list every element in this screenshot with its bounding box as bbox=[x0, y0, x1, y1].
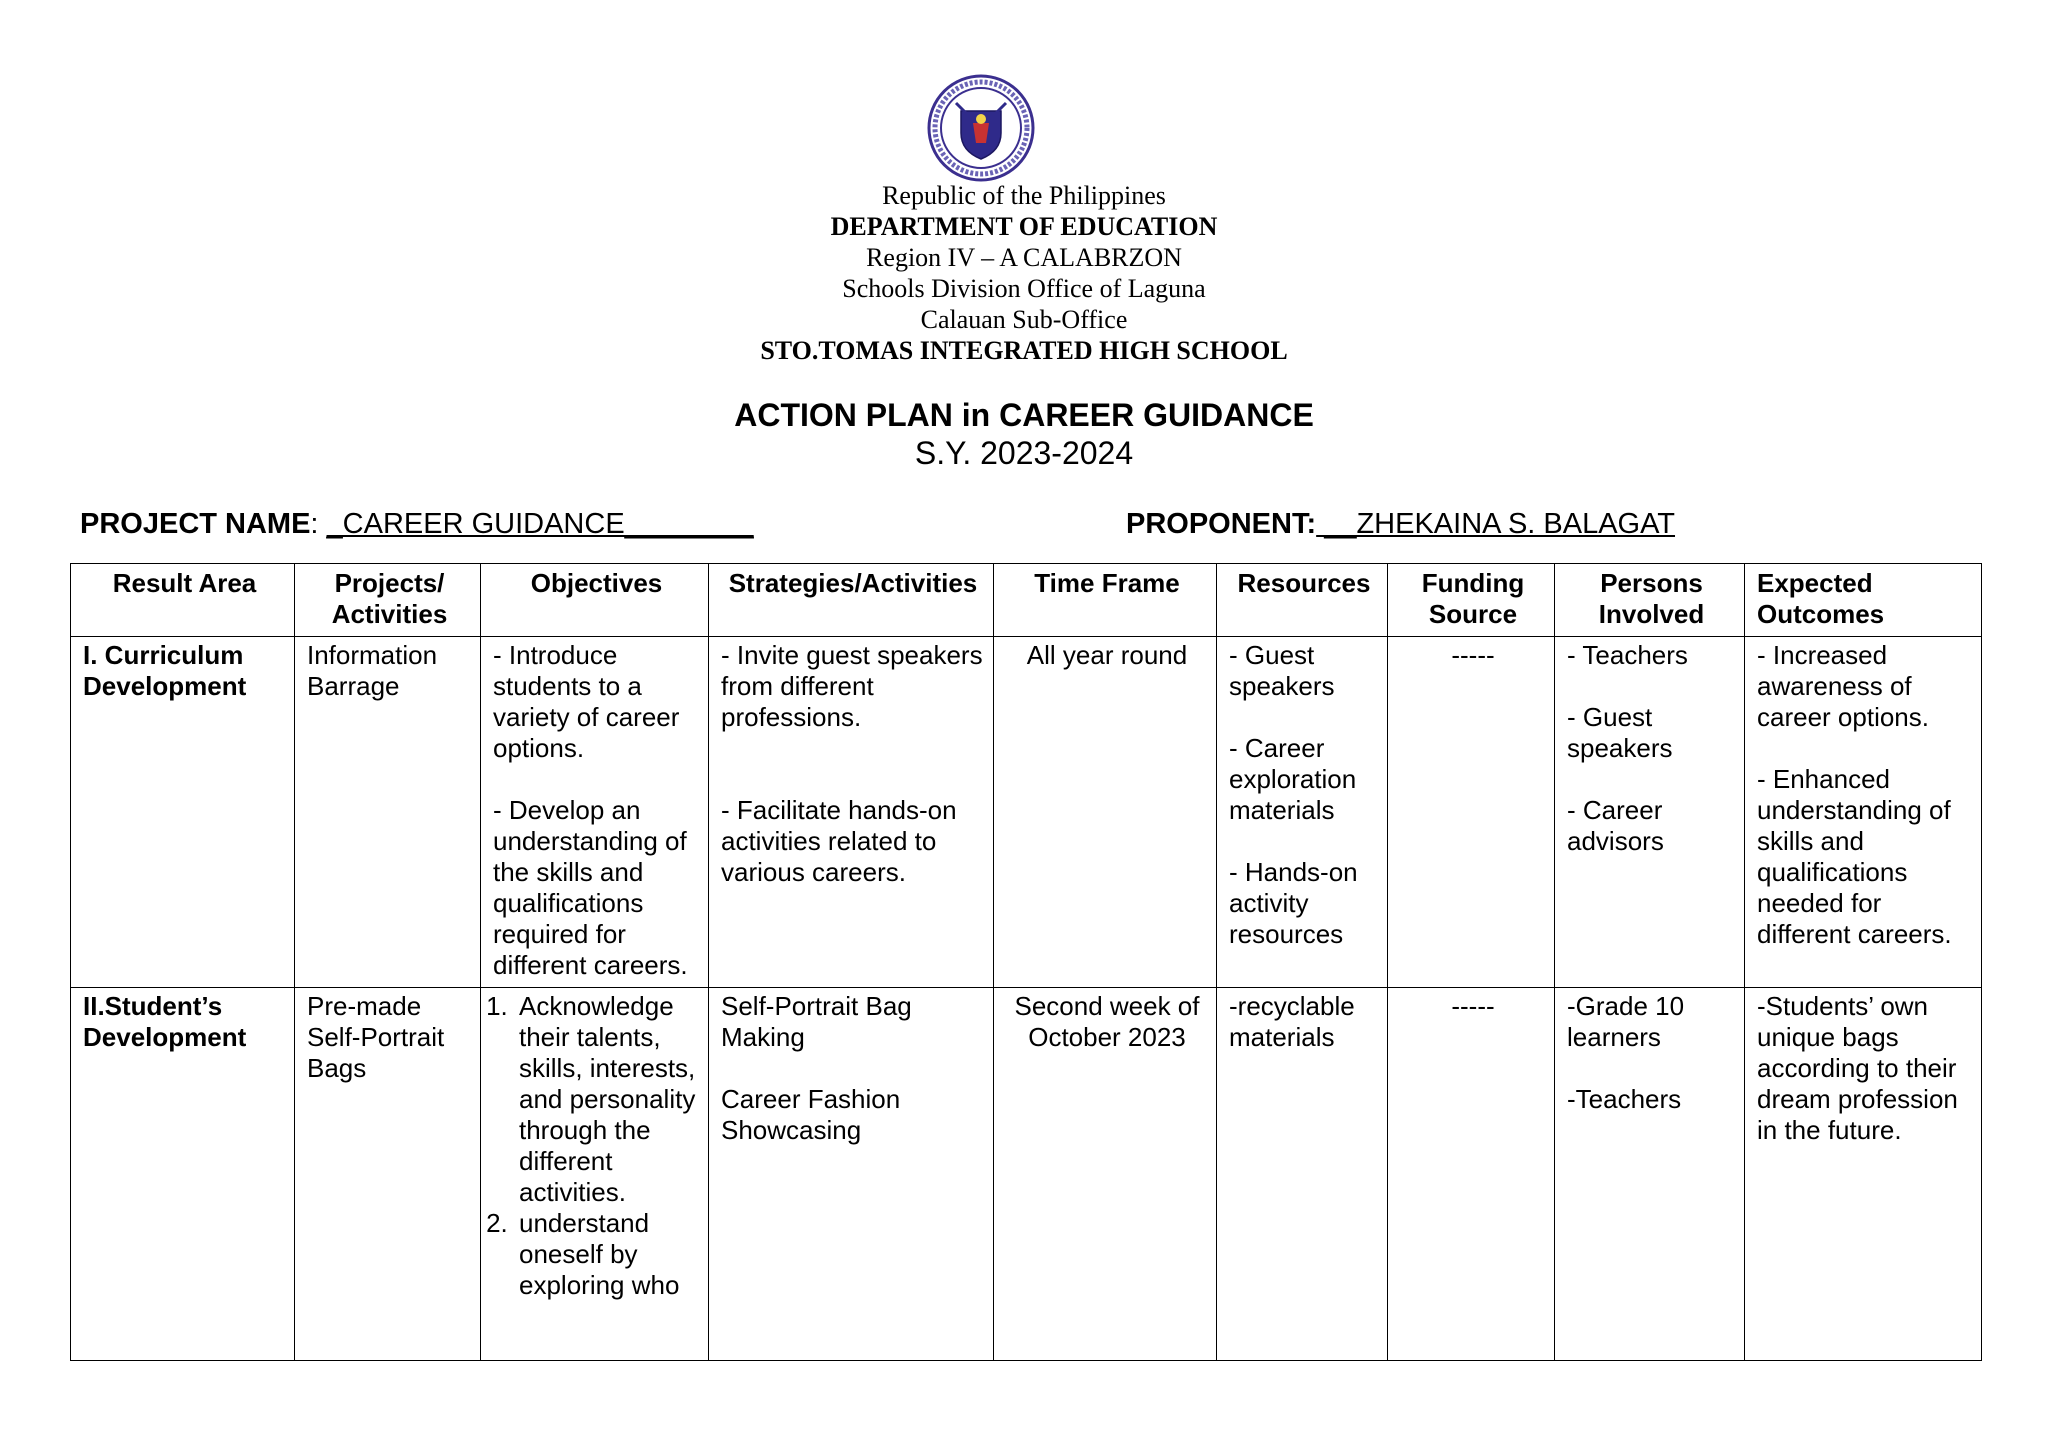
header-objectives: Objectives bbox=[481, 564, 709, 637]
project-cell: Information Barrage bbox=[295, 637, 481, 988]
action-plan-table bbox=[70, 563, 1982, 1361]
objectives-cell bbox=[481, 988, 709, 1361]
header-department: DEPARTMENT OF EDUCATION bbox=[830, 212, 1218, 241]
time-frame-cell: Second week of October 2023 bbox=[994, 988, 1217, 1361]
header-strategies: Strategies/Activities bbox=[709, 564, 994, 637]
funding-cell: ----- bbox=[1388, 988, 1555, 1361]
strategies-cell: - Invite guest speakers from different professions. - Facilitate hands-on activities related to various careers. bbox=[709, 637, 994, 988]
funding-cell: ----- bbox=[1388, 637, 1555, 988]
header-division: Schools Division Office of Laguna bbox=[842, 274, 1206, 303]
objectives-cell: - Introduce students to a variety of career options. - Develop an understanding of the skills and qualifications required for different careers. bbox=[481, 637, 709, 988]
header-resources: Resources bbox=[1217, 564, 1388, 637]
project-name-separator: : bbox=[310, 508, 327, 540]
project-name-value: _CAREER GUIDANCE________ bbox=[326, 508, 754, 540]
project-name-label: PROJECT NAME bbox=[80, 508, 311, 540]
header-funding: Funding Source bbox=[1388, 564, 1555, 637]
proponent-line bbox=[1126, 506, 1675, 542]
project-name-line bbox=[80, 506, 754, 542]
result-area-cell: II.Student’s Development bbox=[71, 988, 295, 1361]
resources-cell: -recyclable materials bbox=[1217, 988, 1388, 1361]
outcomes-cell: -Students’ own unique bags according to their dream profession in the future. bbox=[1745, 988, 1982, 1361]
table-header-row bbox=[71, 564, 1982, 637]
header-time-frame: Time Frame bbox=[994, 564, 1217, 637]
deped-seal-icon bbox=[926, 73, 1036, 183]
header-school: STO.TOMAS INTEGRATED HIGH SCHOOL bbox=[760, 336, 1288, 365]
objective-item: 2. understand oneself by exploring who bbox=[515, 1208, 700, 1301]
proponent-label: PROPONENT: bbox=[1126, 508, 1317, 540]
table-row bbox=[71, 637, 1982, 988]
outcomes-cell: - Increased awareness of career options. - Enhanced understanding of skills and qualifications needed for different careers. bbox=[1745, 637, 1982, 988]
header-persons: Persons Involved bbox=[1555, 564, 1745, 637]
header-outcomes: Expected Outcomes bbox=[1745, 564, 1982, 637]
persons-cell: -Grade 10 learners -Teachers bbox=[1555, 988, 1745, 1361]
header-result-area: Result Area bbox=[71, 564, 295, 637]
header-sub-office: Calauan Sub-Office bbox=[920, 305, 1128, 334]
header-region: Region IV – A CALABRZON bbox=[866, 243, 1182, 272]
time-frame-cell: All year round bbox=[994, 637, 1217, 988]
letterhead bbox=[0, 180, 2048, 366]
table-row bbox=[71, 988, 1982, 1361]
header-republic: Republic of the Philippines bbox=[882, 181, 1166, 210]
project-cell: Pre-made Self-Portrait Bags bbox=[295, 988, 481, 1361]
header-projects: Projects/ Activities bbox=[295, 564, 481, 637]
resources-cell: - Guest speakers - Career exploration materials - Hands-on activity resources bbox=[1217, 637, 1388, 988]
result-area-cell: I. Curriculum Development bbox=[71, 637, 295, 988]
school-year: S.Y. 2023-2024 bbox=[914, 435, 1134, 471]
proponent-value: __ZHEKAINA S. BALAGAT bbox=[1316, 508, 1676, 540]
persons-cell: - Teachers - Guest speakers - Career advisors bbox=[1555, 637, 1745, 988]
strategies-cell: Self-Portrait Bag Making Career Fashion Showcasing bbox=[709, 988, 994, 1361]
document-title: ACTION PLAN in CAREER GUIDANCE bbox=[734, 397, 1314, 433]
objective-item: 1. Acknowledge their talents, skills, interests, and personality through the different activities. bbox=[515, 991, 700, 1208]
